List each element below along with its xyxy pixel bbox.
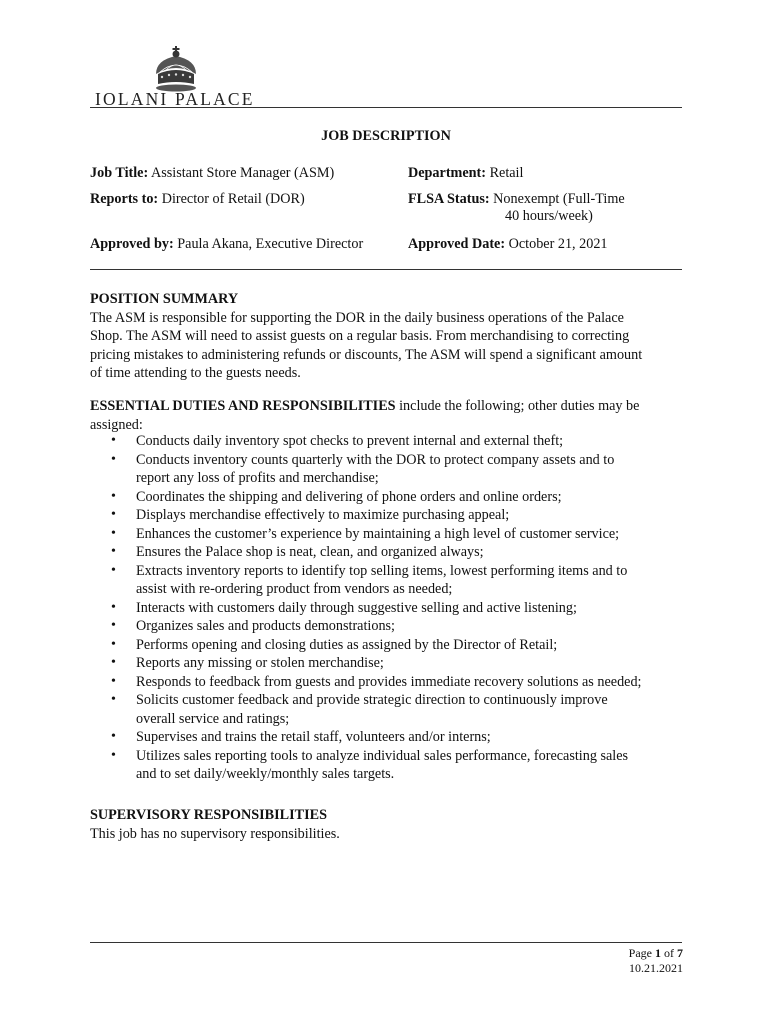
duty-line: overall service and ratings; <box>136 710 290 727</box>
duty-line: Utilizes sales reporting tools to analyze individual sales performance, forecasting sales <box>136 747 629 764</box>
duty-item <box>90 617 690 636</box>
duty-line: Solicits customer feedback and provide strategic direction to continuously improve <box>136 692 608 708</box>
department-field <box>408 164 523 183</box>
logo-text: IOLANI PALACE <box>95 89 255 109</box>
bullet-icon: • <box>111 507 116 522</box>
bullet-icon: • <box>111 618 116 633</box>
duty-line: Ensures the Palace shop is neat, clean, and organized always; <box>136 544 484 560</box>
footer-rule <box>90 942 682 943</box>
duty-line: Coordinates the shipping and delivering of phone orders and online orders; <box>136 488 562 505</box>
reports-to-value: Director of Retail (DOR) <box>161 191 305 207</box>
duty-line: report any loss of profits and merchandise; <box>136 470 379 486</box>
duty-line: Interacts with customers daily through suggestive selling and active listening; <box>136 599 577 616</box>
bullet-icon: • <box>111 562 116 578</box>
bullet-icon: • <box>111 525 116 541</box>
bullet-icon: • <box>111 433 116 448</box>
duty-item <box>90 747 690 784</box>
bullet-icon: • <box>111 729 116 744</box>
duty-line: Enhances the customer’s experience by maintaining a high level of customer service; <box>136 525 620 542</box>
summary-line: of time attending to the guests needs. <box>90 365 301 381</box>
duty-line: Responds to feedback from guests and provides immediate recovery solutions as needed; <box>136 673 642 690</box>
approved-by-value: Paula Akana, Executive Director <box>177 236 364 252</box>
summary-line: Shop. The ASM will need to assist guests on a regular basis. From merchandising to correcting <box>90 328 630 344</box>
duty-item <box>90 636 690 655</box>
approved-by-label: Approved by: <box>90 236 174 252</box>
bullet-icon: • <box>111 599 116 615</box>
duty-line: Supervises and trains the retail staff, volunteers and/or interns; <box>136 729 491 745</box>
of-word: of <box>664 946 674 960</box>
duty-item <box>90 506 690 525</box>
essential-duties-intro <box>90 397 690 434</box>
footer-date: 10.21.2021 <box>629 961 683 975</box>
bullet-icon: • <box>111 488 116 504</box>
duty-line: Displays merchandise effectively to maximize purchasing appeal; <box>136 507 510 523</box>
supervisory-heading: SUPERVISORY RESPONSIBILITIES <box>90 807 327 823</box>
bullet-icon: • <box>111 451 116 467</box>
iolani-palace-logo <box>94 46 260 110</box>
page-footer <box>629 946 683 976</box>
duty-item <box>90 525 690 544</box>
duty-line: Conducts daily inventory spot checks to prevent internal and external theft; <box>136 433 564 449</box>
bullet-icon: • <box>111 655 116 670</box>
job-title-field <box>90 164 334 183</box>
crown-icon <box>150 46 202 92</box>
approved-date-field <box>408 235 608 254</box>
duty-line: Performs opening and closing duties as assigned by the Director of Retail; <box>136 636 558 653</box>
summary-line: The ASM is responsible for supporting the DOR in the daily business operations of the Palace <box>90 309 624 326</box>
duty-line: and to set daily/weekly/monthly sales targets. <box>136 766 395 782</box>
duty-item <box>90 488 690 507</box>
bullet-icon: • <box>111 544 116 559</box>
bullet-icon: • <box>111 636 116 652</box>
bullet-icon: • <box>111 747 116 763</box>
reports-to-label: Reports to: <box>90 191 159 207</box>
flsa-value: Nonexempt (Full-Time <box>493 191 625 207</box>
duty-item <box>90 451 690 488</box>
page-word: Page <box>628 946 652 960</box>
job-title-label: Job Title: <box>90 165 149 181</box>
duty-item <box>90 673 690 692</box>
department-value: Retail <box>489 165 524 181</box>
department-label: Department: <box>408 165 487 181</box>
duty-line: Organizes sales and products demonstrations; <box>136 618 395 634</box>
bullet-icon: • <box>111 692 116 707</box>
approved-date-value: October 21, 2021 <box>508 236 608 252</box>
supervisory-section <box>90 806 690 843</box>
header-rule <box>90 107 682 108</box>
duty-item <box>90 654 690 673</box>
duty-item <box>90 599 690 618</box>
duty-line: assist with re-ordering product from vendors as needed; <box>136 581 453 597</box>
flsa-field <box>408 190 625 209</box>
page-number <box>629 946 683 961</box>
document-title: JOB DESCRIPTION <box>321 128 451 144</box>
essential-duties-intro-text: include the following; other duties may be <box>395 398 640 414</box>
duty-item <box>90 543 690 562</box>
duty-item <box>90 562 690 599</box>
section-rule <box>90 269 682 270</box>
reports-to-field <box>90 190 305 209</box>
essential-duties-intro-line2: assigned: <box>90 416 143 433</box>
duty-line: Extracts inventory reports to identify top selling items, lowest performing items and to <box>136 562 628 579</box>
duties-list <box>90 432 690 784</box>
page-total: 7 <box>677 946 683 960</box>
duty-line: Reports any missing or stolen merchandise; <box>136 655 384 671</box>
position-summary <box>90 290 690 383</box>
job-title-value: Assistant Store Manager (ASM) <box>150 165 335 181</box>
approved-date-label: Approved Date: <box>408 236 506 252</box>
approved-by-field <box>90 235 363 254</box>
position-summary-heading: POSITION SUMMARY <box>90 291 239 307</box>
supervisory-text: This job has no supervisory responsibilities. <box>90 825 340 842</box>
duty-item <box>90 691 690 728</box>
duty-item <box>90 728 690 747</box>
flsa-value-line2: 40 hours/week) <box>505 208 593 224</box>
page-num: 1 <box>655 946 661 960</box>
duty-item <box>90 432 690 451</box>
bullet-icon: • <box>111 673 116 689</box>
summary-line: pricing mistakes to administering refunds or discounts, The ASM will spend a significant amount <box>90 346 643 363</box>
flsa-label: FLSA Status: <box>408 191 490 207</box>
duty-line: Conducts inventory counts quarterly with the DOR to protect company assets and to <box>136 451 615 468</box>
essential-duties-heading: ESSENTIAL DUTIES AND RESPONSIBILITIES <box>90 398 396 414</box>
